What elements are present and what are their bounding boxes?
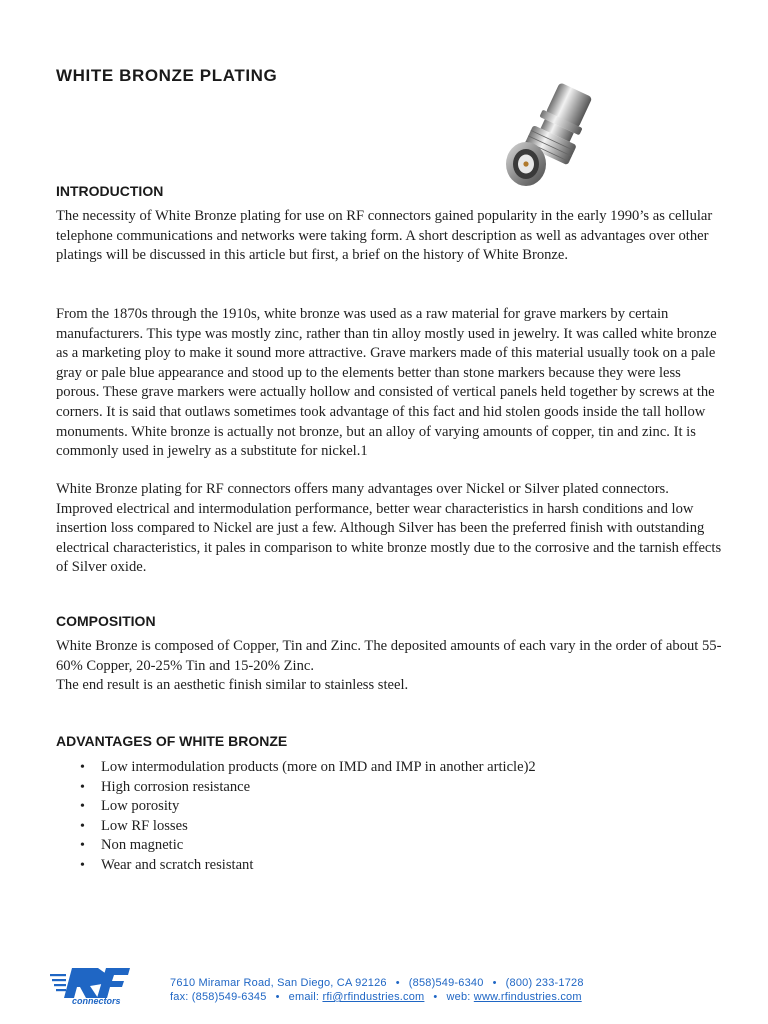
separator-dot: • [492, 977, 497, 989]
bullet-icon: • [80, 760, 85, 775]
list-item [56, 758, 536, 778]
list-item [56, 778, 536, 798]
web-label: web: [446, 991, 471, 1003]
list-item-text: High corrosion resistance [101, 778, 251, 795]
list-item-text: Wear and scratch resistant [101, 856, 254, 873]
advantages-heading: ADVANTAGES OF WHITE BRONZE [56, 733, 288, 749]
email-label: email: [288, 991, 320, 1003]
list-item-text: Low porosity [101, 798, 180, 815]
list-item-text: Non magnetic [101, 837, 184, 854]
list-item [56, 817, 536, 837]
bullet-icon: • [80, 857, 85, 873]
tollfree-text: (800) 233-1728 [505, 977, 584, 989]
bullet-icon: • [80, 818, 85, 834]
footer-line-contact [170, 990, 690, 1004]
bullet-icon: • [80, 779, 85, 795]
rf-advantages-paragraph: White Bronze plating for RF connectors offers many advantages over Nickel or Silver plated connectors. Improved electrical and intermodulation performance, better wear characteristics in harsh conditions and low insertion loss compared to Nickel are just a few. Although Silver has been the preferred finish with outstanding electrical characteristics, it pales in comparison to white bronze mostly due to the corrosive and the tarnish effects of Silver oxide. [56, 481, 722, 576]
svg-text:connectors: connectors [72, 996, 121, 1006]
email-link[interactable]: rfi@rfindustries.com [322, 991, 425, 1003]
composition-line: White Bronze is composed of Copper, Tin and Zinc. The deposited amounts of each vary in the order of about 55-60% Copper, 20-25% Tin and 15-20% Zinc. [56, 638, 722, 674]
introduction-heading: INTRODUCTION [56, 183, 164, 199]
list-item-text: Low RF losses [101, 817, 188, 834]
list-item [56, 856, 536, 876]
list-item [56, 797, 536, 817]
bullet-icon: • [80, 838, 85, 854]
rf-connectors-logo [50, 964, 158, 1006]
separator-dot: • [395, 977, 400, 989]
separator-dot: • [275, 991, 280, 1003]
composition-line: The end result is an aesthetic finish similar to stainless steel. [56, 677, 409, 694]
footer-contact [170, 976, 690, 1004]
document-title: WHITE BRONZE PLATING [56, 66, 278, 85]
introduction-paragraph: The necessity of White Bronze plating for use on RF connectors gained popularity in the early 1990’s as cellular telephone communications and networks were taking form. A short description as well as advantages over other platings will be discussed in this article but first, a brief on the history of White Bronze. [56, 208, 713, 264]
phone-text: (858)549-6340 [408, 977, 484, 989]
composition-paragraph [56, 637, 726, 696]
fax-text: (858)549-6345 [191, 991, 267, 1003]
composition-heading: COMPOSITION [56, 613, 156, 629]
list-item-text: Low intermodulation products (more on IMD and IMP in another article)2 [101, 759, 536, 775]
separator-dot: • [433, 991, 438, 1003]
fax-label: fax: [170, 991, 189, 1003]
address-text: 7610 Miramar Road, San Diego, CA 92126 [170, 977, 387, 989]
bullet-icon: • [80, 799, 85, 815]
website-link[interactable]: www.rfindustries.com [473, 991, 582, 1003]
advantages-list [56, 758, 536, 876]
history-paragraph: From the 1870s through the 1910s, white bronze was used as a raw material for grave markers by certain manufacturers. This type was mostly zinc, rather than tin alloy mostly used in jewelry. It was called white bronze as a marketing ploy to make it sound more attractive. Grave markers made of this material usually took on a pale gray or pale blue appearance and stood up to the elements better than stone markers because they were less porous. These grave markers were actually hollow and consisted of vertical panels held together by screws at the corners. It is said that outlaws sometimes took advantage of this fact and hid stolen goods inside the tall hollow monuments. White bronze is actually not bronze, but an alloy of varying amounts of copper, tin and zinc. It is commonly used in jewelry as a substitute for nickel.1 [56, 306, 717, 460]
list-item [56, 836, 536, 856]
rf-connector-adapter-image [496, 82, 608, 192]
footer-line-address [170, 976, 690, 990]
